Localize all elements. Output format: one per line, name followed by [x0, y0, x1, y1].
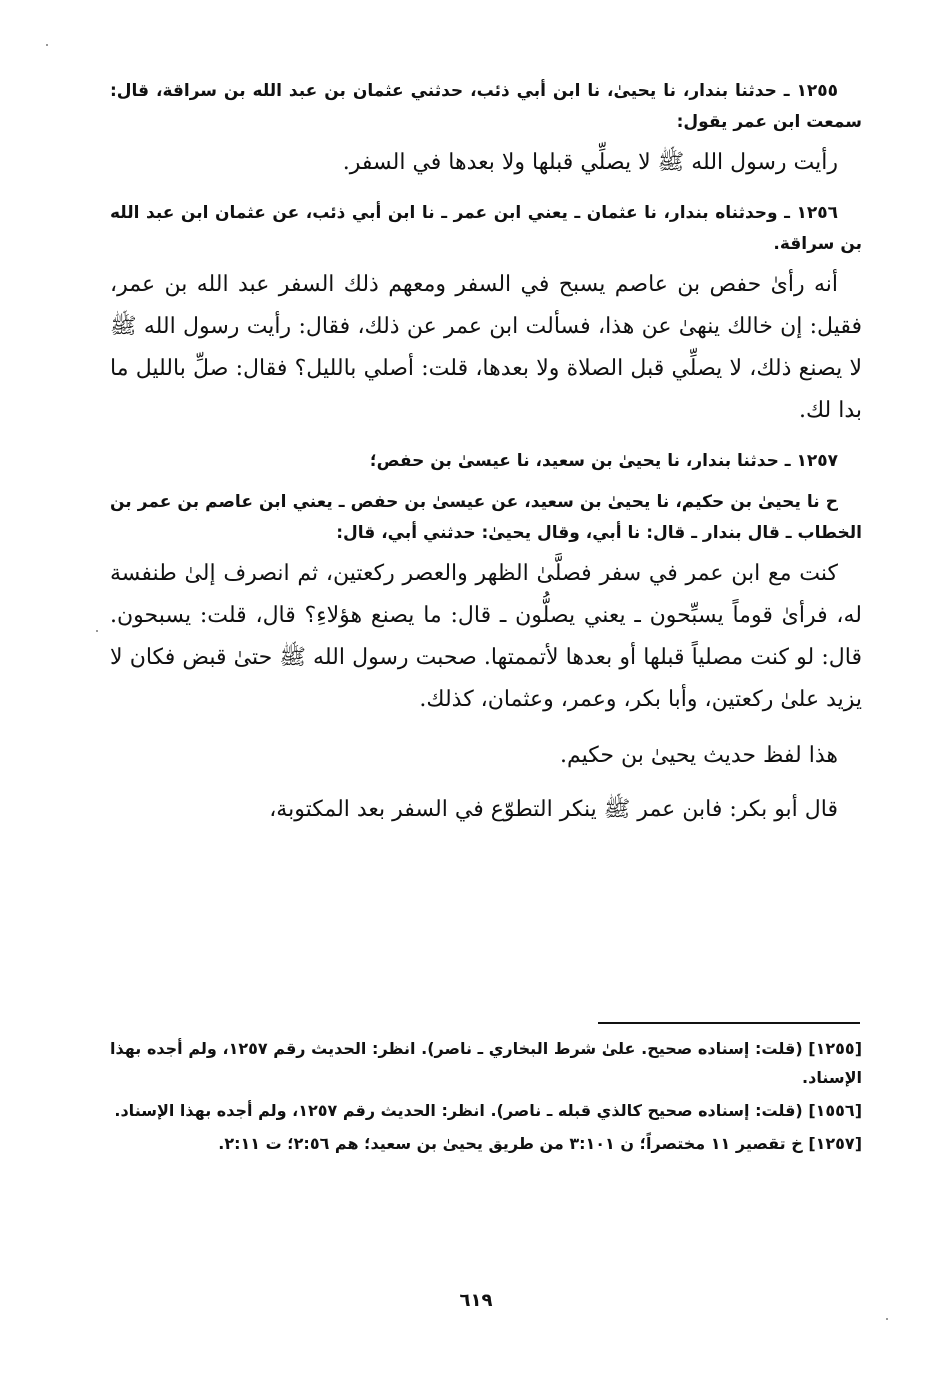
scan-speck [886, 1318, 888, 1320]
hadith-1255-isnad: ١٢٥٥ ـ حدثنا بندار، نا يحيىٰ، نا ابن أبي ذئب، حدثني عثمان بن عبد الله بن سراقة، قال: سمعت ابن عمر يقول: [110, 81, 862, 132]
footnote-1257: [١٢٥٧] خ تقصير ١١ مختصراً؛ ن ٣:١٠١ من طريق يحيىٰ بن سعيد؛ هم ٢:٥٦؛ ت ٢:١١. [218, 1134, 862, 1153]
page-body [110, 76, 862, 831]
footnote-1255: [١٢٥٥] (قلت: إسناده صحيح. علىٰ شرط البخاري ـ ناصر). انظر: الحديث رقم ١٢٥٧، ولم أجده بهذا الإسناد. [110, 1039, 862, 1087]
closing-note: هذا لفظ حديث يحيىٰ بن حكيم. [559, 743, 838, 768]
scan-speck [46, 44, 48, 46]
hadith-1255-matn: رأيت رسول الله ﷺ لا يصلِّي قبلها ولا بعدها في السفر. [342, 150, 838, 175]
hadith-1256-isnad: ١٢٥٦ ـ وحدثناه بندار، نا عثمان ـ يعني ابن عمر ـ نا ابن أبي ذئب، عن عثمان ابن عبد الله بن سراقة. [110, 203, 862, 254]
footnote-1256: [١٥٥٦] (قلت: إسناده صحيح كالذي قبله ـ ناصر). انظر: الحديث رقم ١٢٥٧، ولم أجده بهذا الإسناد. [114, 1101, 862, 1120]
hadith-1257-isnad: ١٢٥٧ ـ حدثنا بندار، نا يحيىٰ بن سعيد، نا عيسىٰ بن حفص؛ [369, 451, 838, 471]
hadith-1257-matn: كنت مع ابن عمر في سفر فصلَّىٰ الظهر والعصر ركعتين، ثم انصرف إلىٰ طنفسة له، فرأىٰ قوماً يسبِّحون ـ يعني يصلُّون ـ قال: ما يصنع هؤلاءِ؟ قال، قلت: يسبحون. قال: لو كنت مصلياً قبلها أو بعدها لأتممتها. صحبت رسول الله ﷺ حتىٰ قبض فكان لا يزيد علىٰ ركعتين، وأبا بكر، وعمر، وعثمان، كذلك. [110, 561, 862, 712]
footnotes [110, 1034, 862, 1162]
scan-speck [96, 630, 98, 632]
footnote-separator [598, 1022, 860, 1024]
page-number: ٦١٩ [459, 1290, 493, 1311]
hadith-1257-isnad-second-chain: ح نا يحيىٰ بن حكيم، نا يحيىٰ بن سعيد، عن عيسىٰ بن حفص ـ يعني ابن عاصم بن عمر بن الخطاب ـ قال بندار ـ قال: نا أبي، وقال يحيىٰ: حدثني أبي، قال: [110, 492, 862, 543]
closing-statement: قال أبو بكر: فابن عمر ﷺ ينكر التطوّع في السفر بعد المكتوبة، [269, 797, 838, 822]
hadith-1256-matn: أنه رأىٰ حفص بن عاصم يسبح في السفر ومعهم ذلك السفر عبد الله بن عمر، فقيل: إن خالك ينهىٰ عن هذا، فسألت ابن عمر عن ذلك، فقال: رأيت رسول الله ﷺ لا يصنع ذلك، لا يصلِّي قبل الصلاة ولا بعدها، قلت: أصلي بالليل؟ فقال: صلِّ بالليل ما بدا لك. [110, 272, 862, 423]
